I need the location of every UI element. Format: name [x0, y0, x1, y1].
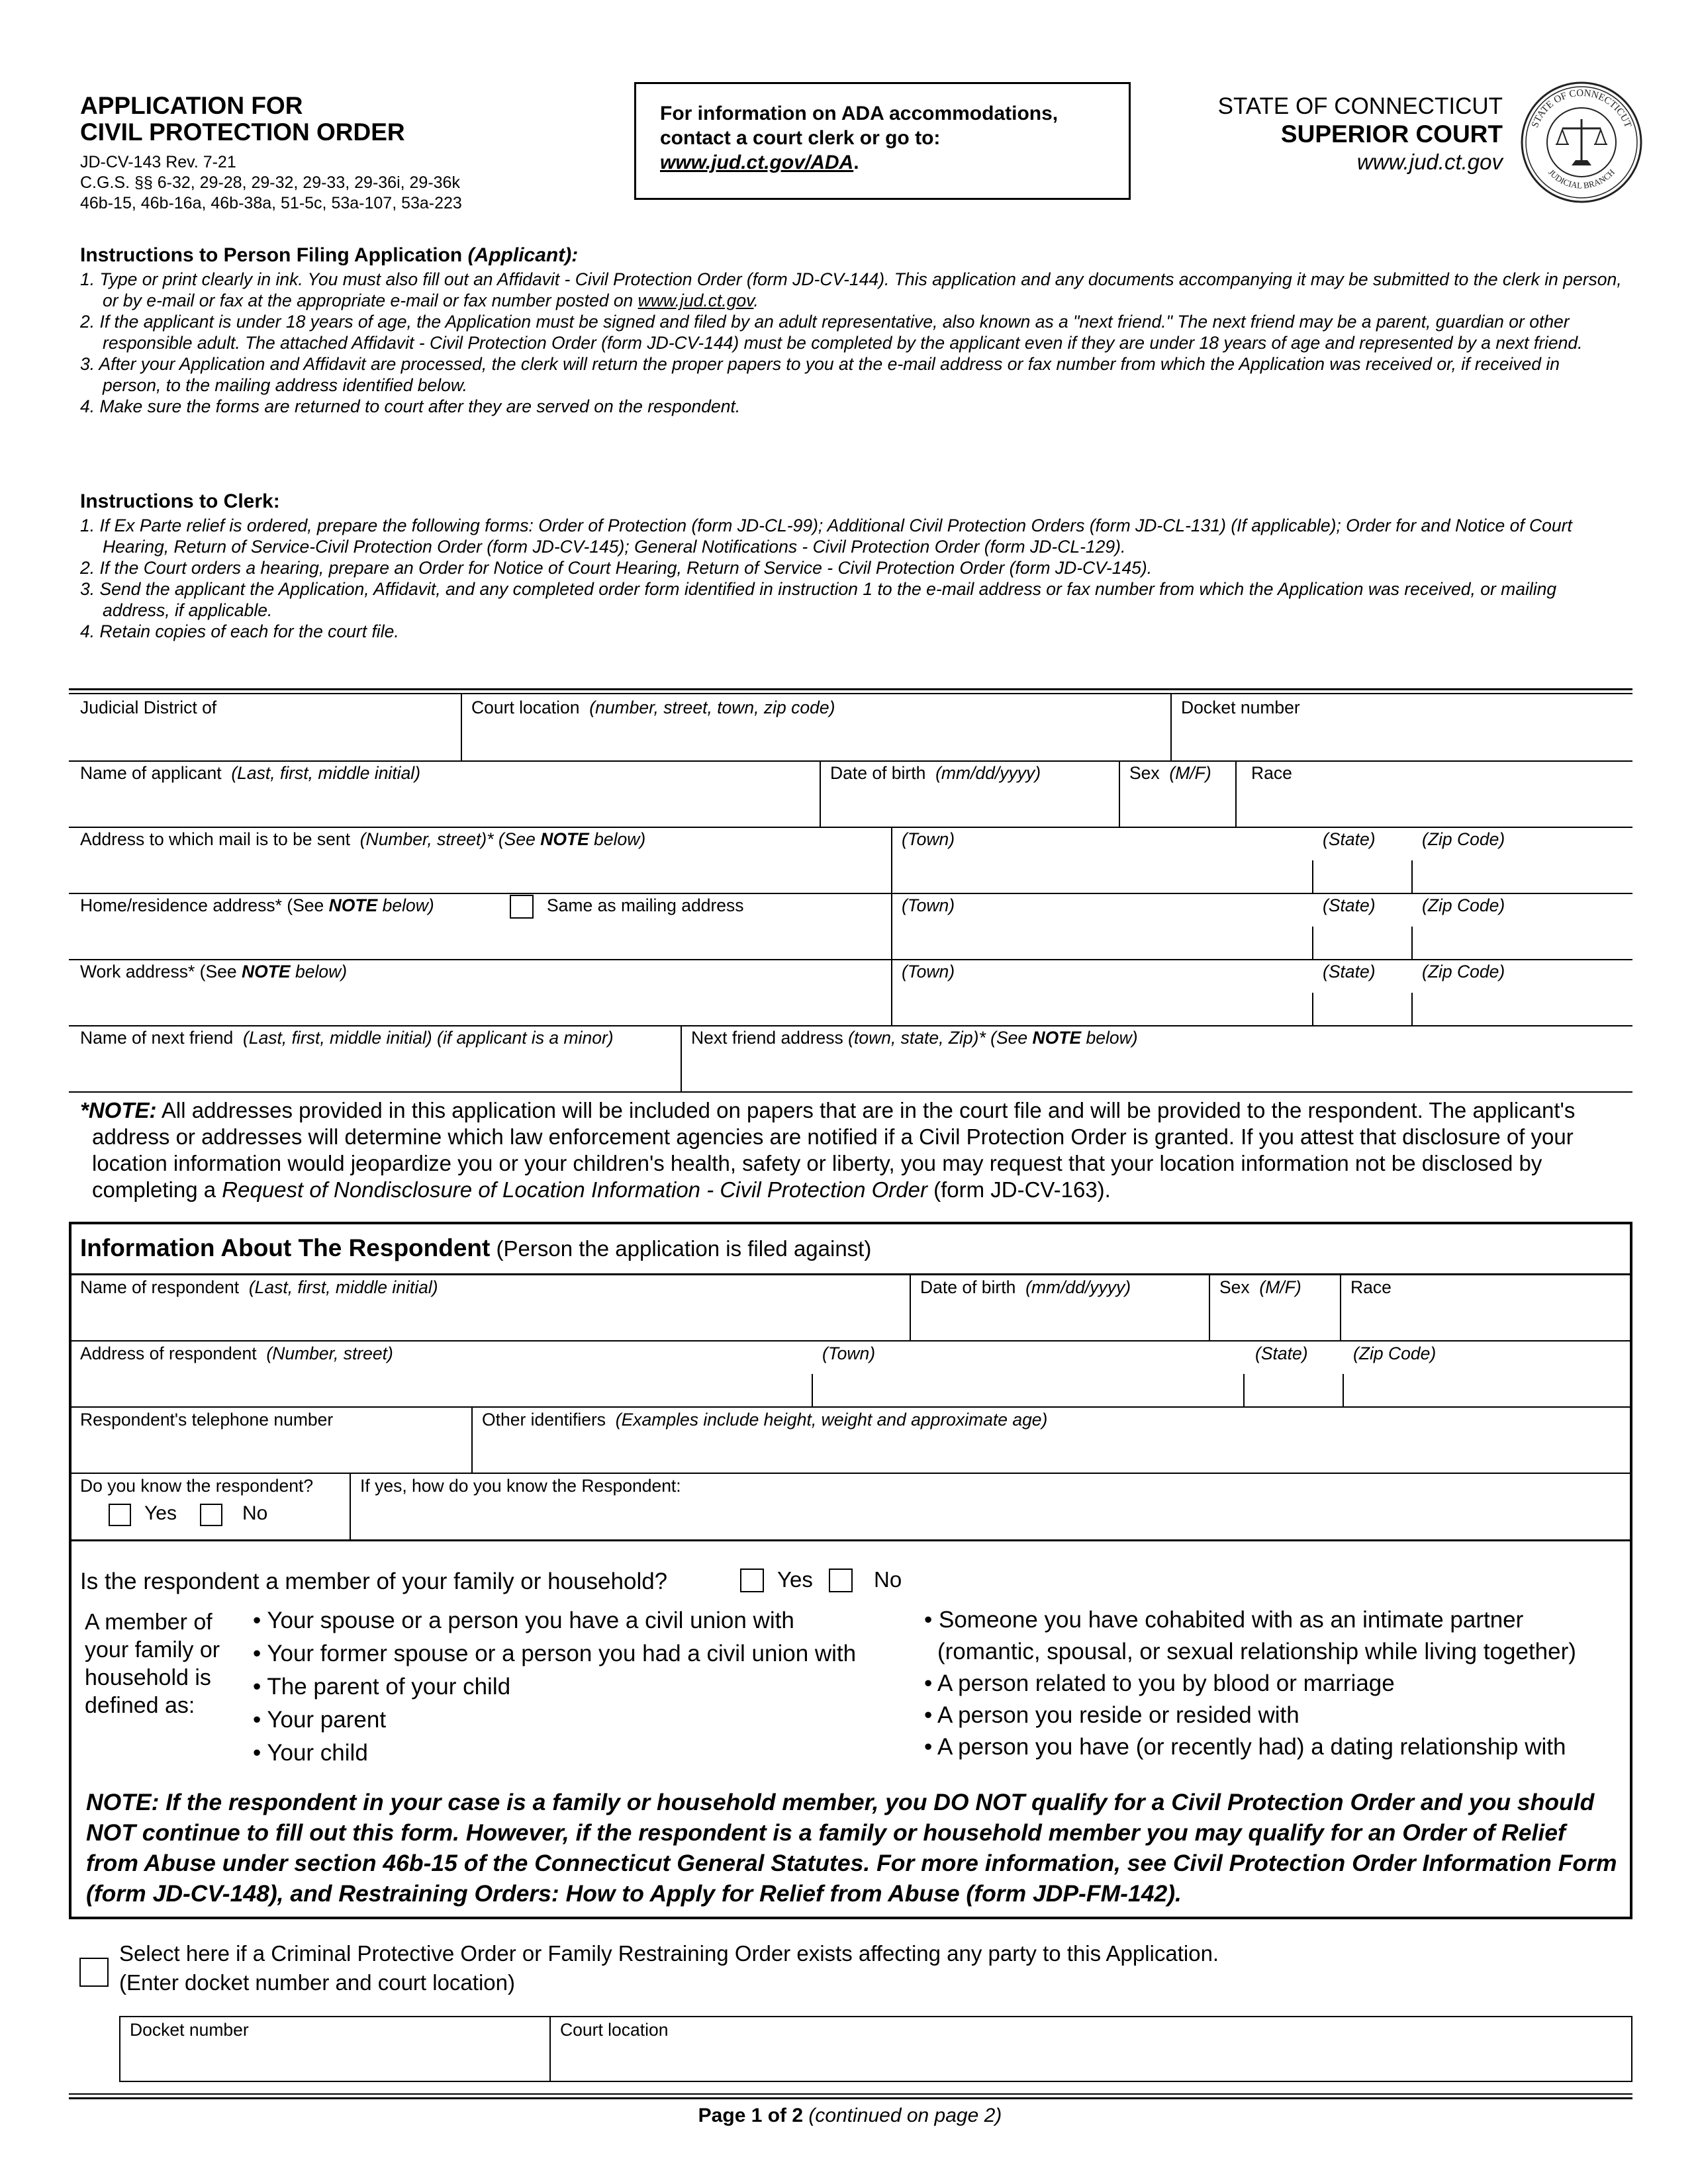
next-friend-name-label: [80, 1028, 614, 1048]
court-location-text: Court location: [471, 698, 580, 717]
heading-text: Instructions to Person Filing Application: [80, 244, 468, 266]
family-def-2: your family or: [85, 1637, 220, 1662]
next-friend-name-text: Name of next friend: [80, 1028, 234, 1048]
row-rule: [69, 760, 1632, 762]
mail-address-hint: (Number, street)* (See: [359, 829, 541, 849]
clerk-instruction-4: 4. Retain copies of each for the court file.: [80, 621, 399, 641]
below-text: below): [589, 829, 646, 849]
applicant-name-text: Name of applicant: [80, 763, 222, 783]
applicant-identity-inputs[interactable]: [69, 784, 1632, 825]
statutes-line2: 46b-15, 46b-16a, 46b-38a, 51-5c, 53a-107, 53a-223: [80, 194, 462, 212]
below-text: below): [377, 895, 434, 915]
respondent-name-text: Name of respondent: [80, 1277, 240, 1297]
form-id: JD-CV-143 Rev. 7-21: [80, 153, 236, 171]
row-rule: [69, 1091, 1632, 1093]
next-friend-inputs[interactable]: [69, 1049, 1632, 1090]
criminal-order-checkbox[interactable]: [79, 1958, 109, 1987]
criminal-order-label: [119, 1939, 1219, 1997]
svg-text:JUDICIAL BRANCH: [1546, 167, 1617, 191]
below-text: below): [290, 962, 348, 981]
note-label: *NOTE:: [80, 1098, 157, 1122]
family-def-4: defined as:: [85, 1693, 195, 1718]
family-def-1: A member of: [85, 1610, 212, 1635]
criminal-order-text-2: (Enter docket number and court location): [119, 1970, 515, 1995]
next-friend-address-hint: (town, state, Zip)* (See: [848, 1028, 1033, 1048]
form-meta: [80, 152, 462, 214]
rule-top: [69, 688, 1632, 690]
ada-link[interactable]: www.jud.ct.gov/ADA: [660, 152, 854, 173]
family-question: Is the respondent a member of your family or household?: [80, 1569, 668, 1594]
family-yes-checkbox[interactable]: [740, 1569, 764, 1592]
applicant-instruction-1: [80, 269, 1623, 311]
row-rule: [69, 959, 1632, 960]
court-name: SUPERIOR COURT: [1280, 120, 1503, 148]
judicial-seal-icon: [1519, 79, 1644, 205]
applicant-name-hint: (Last, first, middle initial): [231, 763, 421, 783]
court-header: [1218, 93, 1503, 176]
list-item-cont: (romantic, spousal, or sexual relationship while living together): [937, 1639, 1576, 1664]
judicial-district-label: Judicial District of: [80, 698, 217, 717]
state-name: STATE OF CONNECTICUT: [1217, 93, 1503, 119]
respondent-sex-hint: (M/F): [1259, 1277, 1301, 1297]
know-no-checkbox[interactable]: [200, 1504, 222, 1526]
next-friend-address-text: Next friend address: [691, 1028, 849, 1048]
respondent-dob-label: [920, 1277, 1131, 1297]
mailing-address-inputs[interactable]: [69, 850, 1632, 893]
family-list-left: [253, 1604, 856, 1770]
row-rule: [69, 1340, 1632, 1342]
instruction-1-text: 1. Type or print clearly in ink. You must also fill out an Affidavit - Civil Protection Order (form JD-CV-144). This application and any documents accompanying it may be submitted to the clerk in person, or by e-mail or fax at the appropriate e-mail or fax number posted on: [80, 269, 1622, 310]
clerk-instruction-3: 3. Send the applicant the Application, Affidavit, and any completed order form identified in instruction 1 to the e-mail address or fax number from which the Application was received, or mailing address, if applicable.: [80, 579, 1557, 620]
work-town-label: (Town): [902, 962, 955, 981]
instruction-1-link[interactable]: www.jud.ct.gov: [638, 291, 754, 310]
mailing-address-label: [80, 829, 645, 849]
heading-italic: (Applicant):: [467, 244, 579, 266]
clerk-instruction-1: 1. If Ex Parte relief is ordered, prepare the following forms: Order of Protection (form JD-CL-99); Additional Civil Protection Orders (form JD-CL-131) (If applicable); Order for and Notice of Court Hearing, Return of Service-Civil Protection Order (form JD-CV-145); General Notifications - Civil Protection Order (form JD-CL-129).: [80, 516, 1572, 557]
respondent-identity-inputs[interactable]: [71, 1298, 1630, 1340]
note-text-1: All addresses provided in this application will be included on papers that are in the court file and will be provided to the respondent. The applicant's address or addresses will determine which law enforcement agencies are notified if a Civil Protection Order is granted. If you attest that disclosure of your location information would jeopardize you or your children's health, safety or liberty, you may request that your location information not be disclosed by completing a: [92, 1098, 1576, 1202]
family-definition: [85, 1608, 220, 1719]
note-word: NOTE: [540, 829, 589, 849]
know-yes-checkbox[interactable]: [109, 1504, 131, 1526]
page-footer: [0, 2105, 1700, 2127]
same-as-mailing-checkbox[interactable]: [510, 895, 534, 919]
how-know-label: If yes, how do you know the Respondent:: [360, 1476, 681, 1496]
rule-bottom-2: [69, 2097, 1632, 2099]
continued-note: (continued on page 2): [803, 2105, 1002, 2126]
respondent-dob-hint: (mm/dd/yyyy): [1025, 1277, 1131, 1297]
rule-bottom: [69, 2093, 1632, 2095]
work-zip-label: (Zip Code): [1422, 962, 1505, 981]
mail-address-text: Address to which mail is to be sent: [80, 829, 350, 849]
home-address-text: Home/residence address* (See: [80, 895, 329, 915]
respondent-name-label: [80, 1277, 438, 1297]
other-ids-text: Other identifiers: [482, 1410, 606, 1430]
row-rule: [69, 1539, 1632, 1541]
ada-info-box: [634, 82, 1131, 200]
applicant-instructions-heading: [80, 245, 1623, 266]
family-list-right: [924, 1604, 1576, 1763]
clerk-instruction-2: 2. If the Court orders a hearing, prepare an Order for Notice of Court Hearing, Return of Service - Civil Protection Order (form JD-CV-145).: [80, 558, 1153, 578]
list-item: • A person related to you by blood or marriage: [924, 1668, 1576, 1700]
respondent-address-inputs[interactable]: [71, 1365, 1630, 1406]
row-rule: [69, 1406, 1632, 1408]
respondent-heading-text: Information About The Respondent: [80, 1234, 491, 1261]
work-address-inputs[interactable]: [69, 983, 1632, 1025]
mailing-zip-label: (Zip Code): [1422, 829, 1505, 849]
respondent-heading: [80, 1235, 871, 1262]
home-address-inputs[interactable]: [69, 921, 1632, 959]
criminal-court-location-label: Court location: [560, 2020, 669, 2040]
court-location-hint: (number, street, town, zip code): [589, 698, 835, 717]
respondent-phone-label: Respondent's telephone number: [80, 1410, 334, 1430]
statutes-line1: C.G.S. §§ 6-32, 29-28, 29-32, 29-33, 29-36i, 29-36k: [80, 173, 460, 192]
docket-number-label: Docket number: [1181, 698, 1300, 717]
other-identifiers-label: [482, 1410, 1047, 1430]
list-item: • Your child: [253, 1737, 856, 1770]
row-rule: [69, 893, 1632, 894]
list-item: • A person you have (or recently had) a dating relationship with: [924, 1731, 1576, 1763]
list-item: • Your former spouse or a person you had a civil union with: [253, 1637, 856, 1670]
sex-hint: (M/F): [1169, 763, 1211, 783]
respondent-name-hint: (Last, first, middle initial): [248, 1277, 438, 1297]
criminal-order-text-1: Select here if a Criminal Protective Order or Family Restraining Order exists affecting any party to this Application.: [119, 1941, 1219, 1966]
form-title-line1: APPLICATION FOR: [80, 92, 303, 119]
know-yes-label: Yes: [144, 1502, 177, 1524]
family-yes-label: Yes: [777, 1567, 813, 1592]
respondent-town-label: (Town): [822, 1343, 876, 1363]
home-state-label: (State): [1323, 895, 1376, 915]
other-ids-hint: (Examples include height, weight and approximate age): [615, 1410, 1048, 1430]
ada-line1: For information on ADA accommodations,: [660, 103, 1059, 124]
note-word: NOTE: [242, 962, 291, 981]
list-item: • Your spouse or a person you have a civil union with: [253, 1604, 856, 1637]
respondent-phone-ids-inputs[interactable]: [71, 1431, 1630, 1472]
know-no-label: No: [242, 1502, 268, 1524]
work-address-label: [80, 962, 347, 981]
mailing-state-label: (State): [1323, 829, 1376, 849]
row-rule: [69, 827, 1632, 828]
respondent-race-label: Race: [1350, 1277, 1392, 1297]
applicant-instructions: [80, 245, 1623, 417]
clerk-instructions: [80, 491, 1623, 642]
criminal-order-inputs[interactable]: [120, 2041, 1631, 2081]
respondent-sex-text: Sex: [1219, 1277, 1250, 1297]
applicant-race-label: Race: [1251, 763, 1292, 783]
work-state-label: (State): [1323, 962, 1376, 981]
list-item: • Your parent: [253, 1704, 856, 1737]
sex-text: Sex: [1129, 763, 1160, 783]
family-member-warning: NOTE: If the respondent in your case is a family or household member, you DO NOT qualify for a Civil Protection Order and you should NOT continue to fill out this form. However, if the respondent is a family or household member you may qualify for an Order of Relief from Abuse under section 46b-15 of the Connecticut General Statutes. For more information, see Civil Protection Order Information Form (form JD-CV-148), and Restraining Orders: How to Apply for Relief from Abuse (form JDP-FM-142).: [86, 1789, 1617, 1907]
applicant-instruction-4: 4. Make sure the forms are returned to court after they are served on the respondent.: [80, 396, 741, 416]
home-town-label: (Town): [902, 895, 955, 915]
next-friend-name-hint: (Last, first, middle initial) (if applicant is a minor): [243, 1028, 614, 1048]
row-rule: [69, 1273, 1632, 1275]
page-number: Page 1 of 2: [698, 2105, 804, 2126]
note-word: NOTE: [328, 895, 378, 915]
list-item: • A person you reside or resided with: [924, 1700, 1576, 1731]
form-title: [80, 93, 405, 146]
home-address-label: [80, 895, 434, 915]
family-def-3: household is: [85, 1665, 211, 1690]
respondent-dob-text: Date of birth: [920, 1277, 1016, 1297]
criminal-docket-label: Docket number: [130, 2020, 249, 2040]
row-rule: [69, 1473, 1632, 1474]
respondent-state-label: (State): [1255, 1343, 1308, 1363]
ada-period: .: [853, 152, 859, 173]
court-info-inputs[interactable]: [69, 708, 1632, 760]
work-address-text: Work address* (See: [80, 962, 242, 981]
dob-hint: (mm/dd/yyyy): [935, 763, 1041, 783]
respondent-heading-sub: (Person the application is filed against): [490, 1236, 872, 1261]
dob-text: Date of birth: [830, 763, 926, 783]
respondent-sex-label: [1219, 1277, 1301, 1297]
note-word: NOTE: [1032, 1028, 1082, 1048]
family-no-checkbox[interactable]: [829, 1569, 853, 1592]
rule-top-2: [69, 693, 1632, 694]
applicant-name-label: [80, 763, 420, 783]
ada-line2: contact a court clerk or go to:: [660, 127, 941, 149]
respondent-zip-label: (Zip Code): [1353, 1343, 1437, 1363]
applicant-instruction-3: 3. After your Application and Affidavit are processed, the clerk will return the proper papers to you at the e-mail address or fax number from which the Application was received or, if received in person, to the mailing address identified below.: [80, 354, 1560, 395]
next-friend-address-label: [691, 1028, 1138, 1048]
respondent-address-hint: (Number, street): [266, 1343, 393, 1363]
form-title-line2: CIVIL PROTECTION ORDER: [80, 118, 405, 146]
respondent-address-label: [80, 1343, 393, 1363]
clerk-instructions-heading: Instructions to Clerk:: [80, 490, 280, 512]
below-text: below): [1081, 1028, 1138, 1048]
respondent-address-text: Address of respondent: [80, 1343, 257, 1363]
applicant-instruction-2: 2. If the applicant is under 18 years of age, the Application must be signed and filed by an adult representative, also known as a "next friend." The next friend may be a parent, guardian or other responsible adult. The attached Affidavit - Civil Protection Order (form JD-CV-144) must be completed by the applicant even if they are under 18 years of age and represented by a next friend.: [80, 312, 1583, 353]
mailing-town-label: (Town): [902, 829, 955, 849]
row-rule: [69, 1025, 1632, 1026]
address-disclosure-note: [80, 1097, 1636, 1203]
applicant-dob-label: [830, 763, 1041, 783]
list-item: • The parent of your child: [253, 1670, 856, 1704]
how-know-input[interactable]: [351, 1497, 1630, 1538]
same-as-mailing-label: Same as mailing address: [547, 895, 744, 915]
family-no-label: No: [874, 1567, 902, 1592]
note-text-2: (form JD-CV-163).: [927, 1177, 1111, 1202]
seal-top-text: STATE OF CONNECTICUT: [1529, 87, 1634, 130]
list-item: • Someone you have cohabited with as an intimate partner: [924, 1604, 1576, 1636]
applicant-sex-label: [1129, 763, 1211, 783]
instruction-1-end: .: [753, 291, 759, 310]
note-form-name: Request of Nondisclosure of Location Information - Civil Protection Order: [222, 1177, 927, 1202]
home-zip-label: (Zip Code): [1422, 895, 1505, 915]
know-respondent-label: Do you know the respondent?: [80, 1476, 314, 1496]
seal-bottom-text: JUDICIAL BRANCH: [1546, 167, 1617, 191]
court-website[interactable]: www.jud.ct.gov: [1356, 150, 1503, 174]
